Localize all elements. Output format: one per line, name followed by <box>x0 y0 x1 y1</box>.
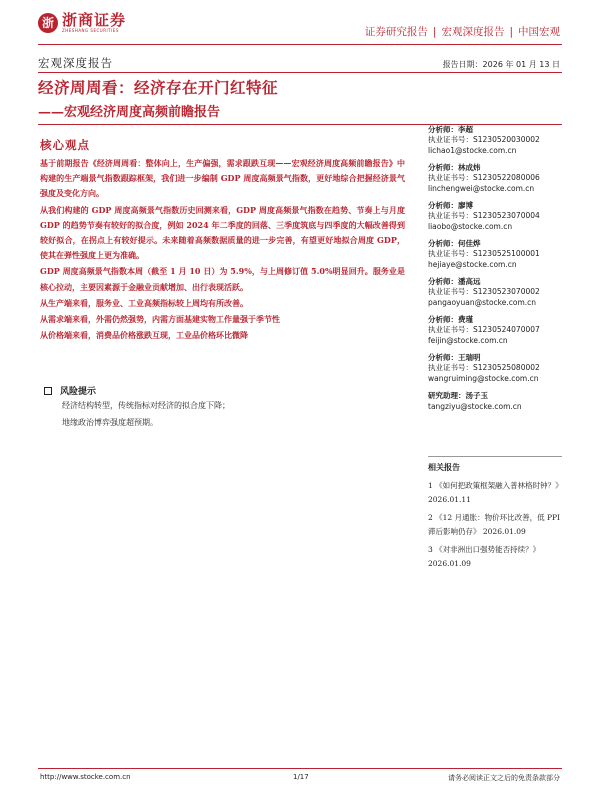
related-report-link[interactable]: 3 《对非洲出口强势能否持续？》 2026.01.09 <box>428 545 541 568</box>
footer-disclaimer: 请务必阅读正文之后的免责条款部分 <box>448 774 560 782</box>
analyst-cert: 执业证书号：S1230520030002 <box>428 135 540 144</box>
brand-name: 浙商证券 <box>62 11 127 29</box>
section-title: 核心观点 <box>40 138 90 152</box>
paragraph: 从我们构建的 GDP 周度高频景气指数历史回测来看，GDP 周度高频景气指数在趋势、节奏上与月度 GDP 的趋势节奏有较好的拟合度，例如 2024 年二季度的回落、三季度筑底与四季度的大幅改善得到较好拟合，在拐点上有较好提示。未来随着高频数据质量的进一步完善，有望更好地拟合周度 GDP，使其在弹性强度上更为准确。 <box>40 204 405 261</box>
analyst-name: 分析师：李超 <box>428 125 473 134</box>
analyst-card <box>428 352 568 384</box>
footer-website[interactable]: http://www.stocke.com.cn <box>40 773 131 781</box>
header-divider <box>38 44 562 45</box>
analyst-cert: 执业证书号：S1230523070004 <box>428 211 540 220</box>
header-tags: 证券研究报告 | 宏观深度报告 | 中国宏观 <box>364 26 560 38</box>
header-tag: 中国宏观 <box>518 26 560 38</box>
checkbox-icon <box>44 387 52 395</box>
analyst-email[interactable]: tangziyu@stocke.com.cn <box>428 402 522 411</box>
analyst-email[interactable]: feijin@stocke.com.cn <box>428 336 508 345</box>
footer-divider <box>38 768 562 769</box>
paragraph: 从生产端来看，服务业、工业高频指标较上周均有所改善。 <box>40 297 248 308</box>
brand-logo <box>38 12 126 33</box>
header-tag: 证券研究报告 <box>364 26 428 38</box>
analyst-name: 分析师：王瑞明 <box>428 353 481 362</box>
risk-item: 地缘政治博弈强度超预期。 <box>62 418 158 427</box>
risk-item: 经济结构转型，传统指标对经济的拟合度下降； <box>62 401 230 410</box>
analyst-card <box>428 124 568 156</box>
paragraph: 基于前期报告《经济周周看：整体向上，生产偏强，需求跟跌互现——宏观经济周度高频前瞻报告》中构建的生产端景气指数跟踪框架，我们进一步编制 GDP 周度高频景气指数，更好地综合把握经济景气强度及变化方向。 <box>40 158 405 199</box>
analyst-cert: 执业证书号：S1230524070007 <box>428 325 540 334</box>
analyst-name: 研究助理：汤子玉 <box>428 391 488 400</box>
page-subtitle: ——宏观经济周度高频前瞻报告 <box>38 105 221 120</box>
paragraph: 从价格端来看，消费品价格涨跌互现，工业品价格环比微降 <box>40 330 248 341</box>
title-divider <box>38 72 562 73</box>
analyst-name: 分析师：何佳烨 <box>428 239 481 248</box>
analyst-card <box>428 238 568 270</box>
analyst-name: 分析师：廖博 <box>428 201 473 210</box>
related-divider <box>428 456 562 457</box>
brand-name-en: ZHESHANG SECURITIES <box>62 28 119 33</box>
related-title: 相关报告 <box>428 463 460 472</box>
risk-section <box>44 384 404 431</box>
analyst-cert: 执业证书号：S1230525080002 <box>428 363 540 372</box>
analyst-email[interactable]: hejiaye@stocke.com.cn <box>428 260 517 269</box>
core-views <box>40 156 405 343</box>
related-report-link[interactable]: 2 《12 月通胀：物价环比改善，低 PPI 滞后影响仍存》 2026.01.09 <box>428 513 561 536</box>
analyst-email[interactable]: lichao1@stocke.com.cn <box>428 146 517 155</box>
analyst-cert: 执业证书号：S1230523070002 <box>428 287 540 296</box>
analyst-card <box>428 162 568 194</box>
analyst-card <box>428 276 568 308</box>
analyst-name: 分析师：费瑾 <box>428 315 473 324</box>
related-reports <box>428 479 568 575</box>
related-report-link[interactable]: 1 《如何把政策框架融入普林格时钟？》 2026.01.11 <box>428 481 563 504</box>
analyst-email[interactable]: linchengwei@stocke.com.cn <box>428 184 535 193</box>
analyst-list <box>428 124 568 418</box>
page-number: 1/17 <box>293 773 309 781</box>
header-tag: 宏观深度报告 <box>441 26 505 38</box>
page-title: 经济周周看：经济存在开门红特征 <box>38 78 279 97</box>
paragraph: 从需求端来看，外需仍然强势，内需方面基建实物工作量强于季节性 <box>40 314 280 325</box>
doc-type: 宏观深度报告 <box>38 56 113 70</box>
logo-icon: 浙 <box>38 13 58 33</box>
analyst-card <box>428 200 568 232</box>
analyst-email[interactable]: liaobo@stocke.com.cn <box>428 222 513 231</box>
analyst-email[interactable]: pangaoyuan@stocke.com.cn <box>428 298 537 307</box>
analyst-card <box>428 390 568 412</box>
analyst-cert: 执业证书号：S1230525100001 <box>428 249 540 258</box>
analyst-name: 分析师：林成炜 <box>428 163 481 172</box>
analyst-name: 分析师：潘高远 <box>428 277 481 286</box>
report-date: 报告日期：2026 年 01 月 13 日 <box>442 60 560 69</box>
risk-heading: 风险提示 <box>60 387 97 397</box>
analyst-cert: 执业证书号：S1230522080006 <box>428 173 540 182</box>
analyst-email[interactable]: wangruiming@stocke.com.cn <box>428 374 539 383</box>
analyst-card <box>428 314 568 346</box>
paragraph: GDP 周度高频景气指数本周（截至 1 月 10 日）为 5.9%，与上周修订值 5.0%明显回升。服务业是核心拉动，主要因素源于金融业贡献增加、出行表现活跃。 <box>40 266 405 292</box>
